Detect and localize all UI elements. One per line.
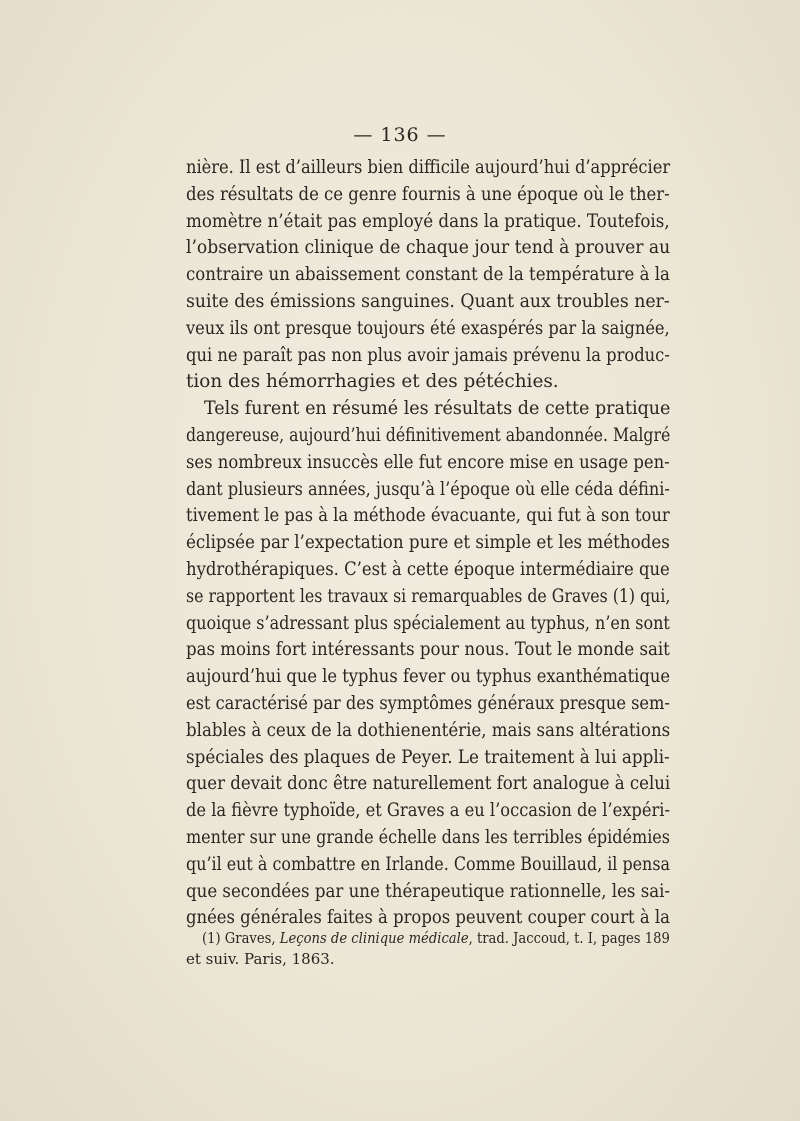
text-line: qu’il eut à combattre en Irlande. Comme Bouillaud, il pensa [186, 853, 670, 875]
text-line: qui ne paraît pas non plus avoir jamais prévenu la produc- [186, 344, 670, 366]
text-line: menter sur une grande échelle dans les terribles épidémies [186, 826, 671, 848]
text-line: des résultats de ce genre fournis à une époque où le ther- [186, 183, 670, 205]
text-line: quoique s’adressant plus spécialement au typhus, n’en sont [186, 612, 670, 634]
text-line: est caractérisé par des symptômes généraux presque sem- [186, 692, 670, 714]
text-line: pas moins fort intéressants pour nous. Tout le monde sait [186, 639, 670, 661]
footnote-title: Leçons de clinique médicale [279, 929, 469, 947]
text-line: ses nombreux insuccès elle fut encore mise en usage pen- [186, 451, 670, 473]
text-line: éclipsée par l’expectation pure et simple et les méthodes [186, 532, 670, 554]
text-line: que secondées par une thérapeutique rationnelle, les sai- [186, 880, 671, 902]
text-line: aujourd’hui que le typhus fever ou typhus exanthématique [186, 666, 670, 688]
text-line: dant plusieurs années, jusqu’à l’époque où elle céda défini- [186, 478, 670, 500]
text-line: gnées générales faites à propos peuvent couper court à la [186, 907, 670, 929]
text-line: se rapportent les travaux si remarquables de Graves (1) qui, [186, 585, 671, 607]
footnote-line [186, 928, 670, 949]
body-text [186, 155, 670, 932]
footnote-prefix: (1) Graves, [202, 929, 280, 947]
text-line: dangereuse, aujourd’hui définitivement abandonnée. Malgré [186, 424, 671, 446]
text-line: l’observation clinique de chaque jour tend à prouver au [186, 237, 671, 259]
footnote-suffix: , trad. Jaccoud, t. I, pages 189 [468, 929, 670, 947]
text-line: quer devait donc être naturellement fort analogue à celui [186, 773, 671, 795]
text-line: veux ils ont presque toujours été exaspérés par la saignée, [186, 317, 670, 339]
footnote-line: et suiv. Paris, 1863. [186, 950, 335, 968]
text-line: tion des hémorrhagies et des pétéchies. [186, 371, 559, 393]
page-number: — 136 — [353, 124, 447, 146]
text-line: de la fièvre typhoïde, et Graves a eu l’occasion de l’expéri- [186, 800, 670, 822]
text-line: spéciales des plaques de Peyer. Le traitement à lui appli- [186, 746, 670, 768]
text-line: hydrothérapiques. C’est à cette époque intermédiaire que [186, 558, 670, 580]
footnote [186, 928, 670, 970]
text-line: tivement le pas à la méthode évacuante, qui fut à son tour [186, 505, 670, 527]
text-line: blables à ceux de la dothienentérie, mais sans altérations [186, 719, 671, 741]
text-line: momètre n’était pas employé dans la pratique. Toutefois, [186, 210, 670, 232]
text-line: suite des émissions sanguines. Quant aux troubles ner- [186, 290, 670, 312]
text-line: Tels furent en résumé les résultats de cette pratique [204, 398, 671, 420]
text-line: contraire un abaissement constant de la température à la [186, 264, 670, 286]
text-line: nière. Il est d’ailleurs bien difficile aujourd’hui d’apprécier [186, 157, 671, 178]
